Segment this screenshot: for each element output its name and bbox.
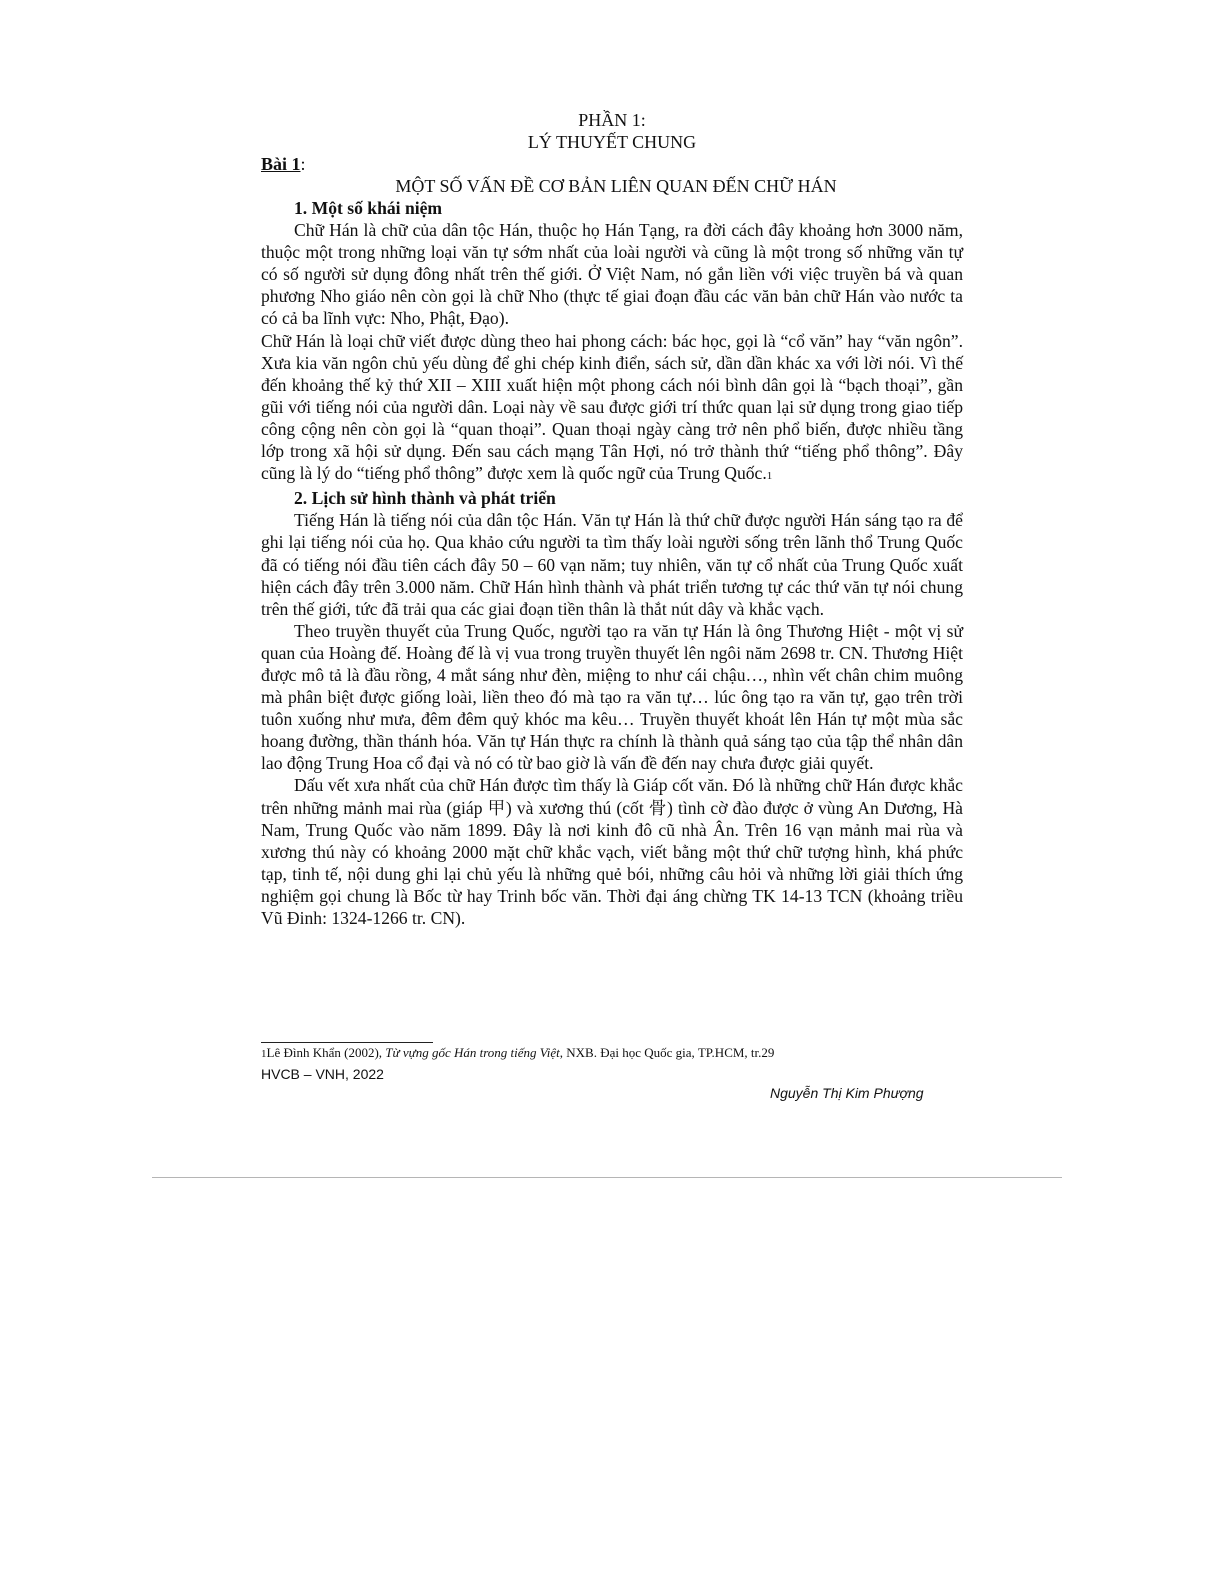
footnote-book-title: Từ vựng gốc Hán trong tiếng Việt [385,1045,560,1060]
part-title: LÝ THUYẾT CHUNG [527,132,697,152]
body-text [261,197,963,929]
part-heading [261,109,963,153]
footnote-number: 1 [261,1048,267,1060]
footnote-divider [261,1042,433,1043]
footer-author: Nguyễn Thị Kim Phượng [770,1085,924,1101]
part-number: PHẦN 1: [578,110,646,130]
section-2-paragraph-1: Tiếng Hán là tiếng nói của dân tộc Hán. Văn tự Hán là thứ chữ được người Hán sáng tạo ra để ghi lại tiếng nói của họ. Qua khảo cứu người ta tìm thấy loài người sống trên lãnh thổ Trung Quốc đã có tiếng nói đầu tiên cách đây 50 – 60 vạn năm; tuy nhiên, văn tự cổ nhất của Trung Quốc xuất hiện cách đây trên 3.000 năm. Chữ Hán hình thành và phát triển tương tự các thứ văn tự nói chung trên thế giới, tức đã trải qua các giai đoạn tiền thân là thắt nút dây và khắc vạch. [261,510,963,619]
section-1-paragraph-1: Chữ Hán là chữ của dân tộc Hán, thuộc họ Hán Tạng, ra đời cách đây khoảng hơn 3000 năm, thuộc một trong những loại văn tự sớm nhất của loài người và cũng là một trong số những văn tự có số người sử dụng đông nhất trên thế giới. Ở Việt Nam, nó gắn liền với việc truyền bá và quan phương Nho giáo nên còn gọi là chữ Nho (thực tế giai đoạn đầu các văn bản chữ Hán vào nước ta có cả ba lĩnh vực: Nho, Phật, Đạo). [261,220,963,329]
lesson-colon: : [300,154,306,174]
footnote-marker: 1 [766,470,773,483]
section-2-paragraph-2: Theo truyền thuyết của Trung Quốc, người tạo ra văn tự Hán là ông Thương Hiệt - một vị sử quan của Hoàng đế. Hoàng đế là vị vua trong truyền thuyết lên ngôi năm 2698 tr. CN. Thương Hiệt được mô tả là đầu rồng, 4 mắt sáng như đèn, miệng to như cái chậu…, nhìn vết chân chim muông mà phân biệt được giống loài, liền theo đó mà tạo ra văn tự… lúc ông tạo ra văn tự, gạo trên trời tuôn xuống như mưa, đêm đêm quỷ khóc ma kêu… Truyền thuyết khoát lên Hán tự một mùa sắc hoang đường, thần thánh hóa. Văn tự Hán thực ra chính là thành quả sáng tạo của tập thể nhân dân lao động Trung Hoa cổ đại và nó có từ bao giờ là vấn đề đến nay chưa được giải quyết. [261,620,963,774]
section-2-paragraph-3: Dấu vết xưa nhất của chữ Hán được tìm thấy là Giáp cốt văn. Đó là những chữ Hán được khắc trên những mảnh mai rùa (giáp 甲) và xương thú (cốt 骨) tình cờ đào được ở vùng An Dương, Hà Nam, Trung Quốc vào năm 1899. Đây là nơi kinh đô cũ nhà Ân. Trên 16 vạn mảnh mai rùa và xương thú này có khoảng 2000 mặt chữ khắc vạch, viết bằng một thứ chữ tượng hình, khá phức tạp, tinh tế, nội dung ghi lại chủ yếu là những quẻ bói, những câu hỏi và những lời giải thích ứng nghiệm gọi chung là Bốc từ hay Trinh bốc văn. Thời đại áng chừng TK 14-13 TCN (khoảng triều Vũ Đinh: 1324-1266 tr. CN). [261,775,963,928]
section-1-paragraph-2 [261,330,963,488]
section-2-heading: 2. Lịch sử hình thành và phát triển [294,488,556,509]
lesson-title: MỘT SỐ VẤN ĐỀ CƠ BẢN LIÊN QUAN ĐẾN CHỮ HÁN [395,176,837,196]
footnote-publisher: , NXB. Đại học Quốc gia, TP.HCM, tr.29 [559,1045,775,1060]
section-1-paragraph-2-text: Chữ Hán là loại chữ viết được dùng theo hai phong cách: bác học, gọi là “cổ văn” hay “văn ngôn”. Xưa kia văn ngôn chủ yếu dùng để ghi chép kinh điển, sách sử, dần dần khác xa với lời nói. Vì thế đến khoảng thế kỷ thứ XII – XIII xuất hiện một phong cách nói bình dân gọi là “bạch thoại”, gần gũi với tiếng nói của người dân. Loại này về sau được giới trí thức quan lại sử dụng trong giao tiếp công cộng nên còn gọi là “quan thoại”. Quan thoại ngày càng trở nên phổ biến, được nhiều tầng lớp trong xã hội sử dụng. Đến sau cách mạng Tân Hợi, nó trở thành thứ “tiếng phổ thông”. Đây cũng là lý do “tiếng phổ thông” được xem là quốc ngữ của Trung Quốc. [261,330,963,484]
footer-course: HVCB – VNH, 2022 [261,1066,384,1082]
footnote-author: Lê Đình Khẩn (2002), [266,1045,386,1060]
footnote [261,1045,774,1062]
lesson-number: Bài 1 [261,154,301,174]
lesson-label [261,153,306,175]
section-1-heading: 1. Một số khái niệm [294,198,443,218]
page-separator [152,1177,1062,1178]
